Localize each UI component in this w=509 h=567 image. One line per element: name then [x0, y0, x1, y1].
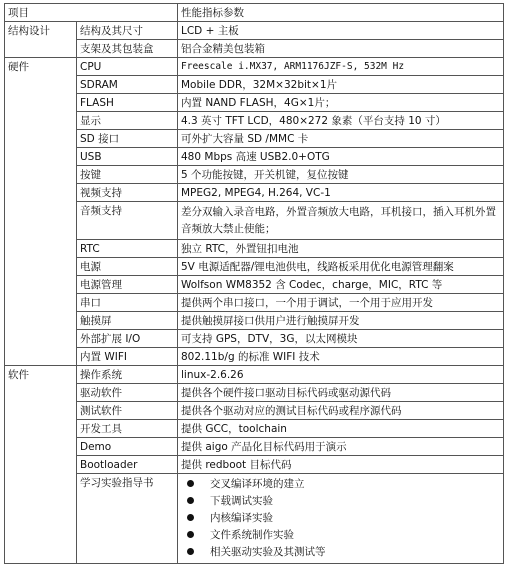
table-row: [5, 258, 504, 276]
row-name: CPU: [77, 58, 178, 76]
table-row: [5, 40, 504, 58]
row-name: SDRAM: [77, 76, 178, 94]
bullet-icon: [187, 531, 194, 538]
row-value: Freescale i.MX37, ARM1176JZF-S, 532M Hz: [178, 58, 504, 76]
row-value: 4.3 英寸 TFT LCD，480×272 象素（平台支持 10 寸）: [178, 112, 504, 130]
row-value: 差分双输入录音电路，外置音频放大电路，耳机接口，插入耳机外置音频放大禁止使能；: [178, 202, 504, 240]
table-row: [5, 112, 504, 130]
table-row: [5, 148, 504, 166]
table-row: [5, 438, 504, 456]
spec-table-container: [4, 3, 503, 564]
row-value: linux-2.6.26: [178, 366, 504, 384]
row-name: 电源: [77, 258, 178, 276]
row-name: 操作系统: [77, 366, 178, 384]
row-name: 显示: [77, 112, 178, 130]
row-value: 提供 GCC，toolchain: [178, 420, 504, 438]
row-value: MPEG2, MPEG4, H.264, VC-1: [178, 184, 504, 202]
table-row: [5, 348, 504, 366]
table-row: [5, 202, 504, 240]
row-name: 支架及其包装盒: [77, 40, 178, 58]
row-name: USB: [77, 148, 178, 166]
table-row: [5, 240, 504, 258]
table-row: [5, 76, 504, 94]
table-row: [5, 94, 504, 112]
row-value: 提供两个串口接口，一个用于调试，一个用于应用开发: [178, 294, 504, 312]
bullet-icon: [187, 514, 194, 521]
row-value: 5 个功能按键，开关机键，复位按键: [178, 166, 504, 184]
row-value: 802.11b/g 的标准 WIFI 技术: [178, 348, 504, 366]
row-name: 测试软件: [77, 402, 178, 420]
row-name: 电源管理: [77, 276, 178, 294]
row-name: Demo: [77, 438, 178, 456]
row-name: RTC: [77, 240, 178, 258]
row-value: 铝合金精美包装箱: [178, 40, 504, 58]
row-name: Bootloader: [77, 456, 178, 474]
row-value: 可外扩大容量 SD /MMC 卡: [178, 130, 504, 148]
row-value: 独立 RTC，外置钮扣电池: [178, 240, 504, 258]
table-row: [5, 130, 504, 148]
table-row: [5, 58, 504, 76]
category-software: 软件: [5, 366, 77, 564]
row-name: 学习实验指导书: [77, 474, 178, 564]
list-item: [181, 527, 500, 544]
row-name: 内置 WIFI: [77, 348, 178, 366]
row-name: 串口: [77, 294, 178, 312]
header-row: [5, 4, 504, 22]
row-name: 音频支持: [77, 202, 178, 240]
table-row: [5, 330, 504, 348]
list-item: [181, 510, 500, 527]
table-row: [5, 366, 504, 384]
row-value: 提供 redboot 目标代码: [178, 456, 504, 474]
row-value: LCD + 主板: [178, 22, 504, 40]
table-row: [5, 22, 504, 40]
bullet-icon: [187, 480, 194, 487]
row-value: Wolfson WM8352 含 Codec，charge，MIC，RTC 等: [178, 276, 504, 294]
guide-list-cell: [178, 474, 504, 564]
row-value: 480 Mbps 高速 USB2.0+OTG: [178, 148, 504, 166]
row-name: SD 接口: [77, 130, 178, 148]
row-value: 提供各个驱动对应的测试目标代码或程序源代码: [178, 402, 504, 420]
row-name: 外部扩展 I/O: [77, 330, 178, 348]
row-name: 开发工具: [77, 420, 178, 438]
spec-table: [4, 3, 504, 564]
list-item-label: 文件系统制作实验: [210, 529, 294, 541]
table-row: [5, 474, 504, 564]
table-row: [5, 402, 504, 420]
bullet-icon: [187, 548, 194, 555]
row-name: 驱动软件: [77, 384, 178, 402]
list-item: [181, 476, 500, 493]
table-row: [5, 384, 504, 402]
list-item-label: 下载调试实验: [210, 495, 273, 507]
bullet-icon: [187, 497, 194, 504]
list-item-label: 交叉编译环境的建立: [210, 478, 305, 490]
row-value: 提供 aigo 产品化目标代码用于演示: [178, 438, 504, 456]
row-name: 视频支持: [77, 184, 178, 202]
row-value: 内置 NAND FLASH，4G×1片；: [178, 94, 504, 112]
row-name: 按键: [77, 166, 178, 184]
table-row: [5, 420, 504, 438]
row-value: 可支持 GPS，DTV，3G，以太网模块: [178, 330, 504, 348]
row-name: FLASH: [77, 94, 178, 112]
category-hardware: 硬件: [5, 58, 77, 366]
row-name: 触摸屏: [77, 312, 178, 330]
list-item: [181, 493, 500, 510]
table-row: [5, 294, 504, 312]
header-spec: 性能指标参数: [178, 4, 504, 22]
row-value: 提供各个硬件接口驱动目标代码或驱动源代码: [178, 384, 504, 402]
table-row: [5, 166, 504, 184]
list-item-label: 相关驱动实验及其测试等: [210, 546, 326, 558]
row-value: 5V 电源适配器/锂电池供电，线路板采用优化电源管理翻案: [178, 258, 504, 276]
table-row: [5, 184, 504, 202]
guide-list: [181, 474, 500, 563]
table-row: [5, 456, 504, 474]
table-row: [5, 276, 504, 294]
row-value: Mobile DDR，32M×32bit×1片: [178, 76, 504, 94]
category-structure: 结构设计: [5, 22, 77, 58]
row-value: 提供触摸屏接口供用户进行触摸屏开发: [178, 312, 504, 330]
row-name: 结构及其尺寸: [77, 22, 178, 40]
list-item-label: 内核编译实验: [210, 512, 273, 524]
table-row: [5, 312, 504, 330]
header-item: 项目: [5, 4, 178, 22]
list-item: [181, 544, 500, 561]
